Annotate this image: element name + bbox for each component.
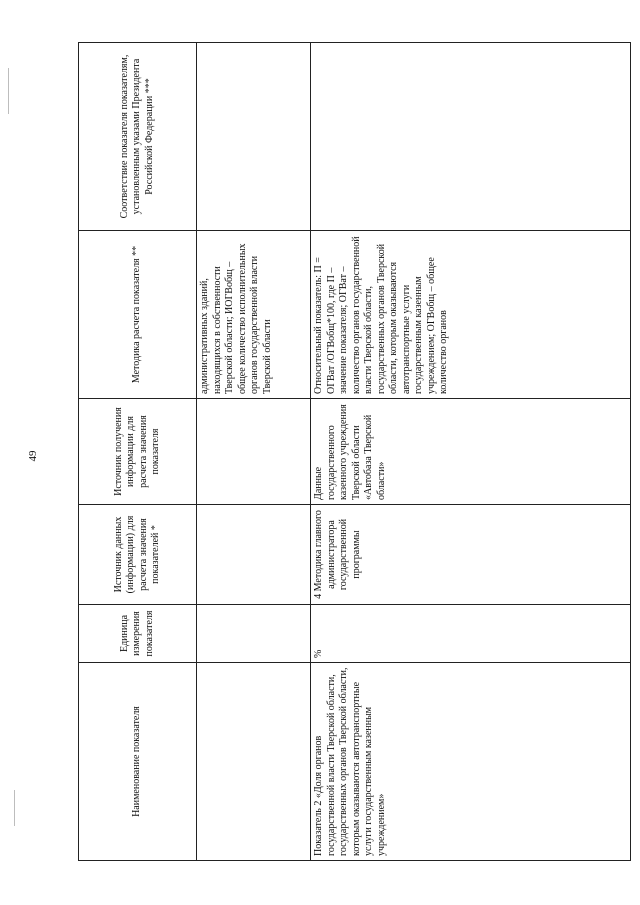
rotated-page (78, 43, 630, 861)
cell-methodology: административных зданий, находящихся в собственности Тверской области; ИОГВобщ – общее количество исполнительных органов государственной власти Тверской области (197, 231, 311, 399)
cell-unit (197, 605, 311, 663)
header-cell: Источник получения информации для расчета значения показателя (79, 399, 197, 505)
cell-source-info: Данные государственного казенного учреждения Тверской области «Автобаза Тверской области» (311, 399, 631, 505)
indicators-table (78, 42, 631, 861)
cell-unit: % (311, 605, 631, 663)
cell-methodology: Относительный показатель: П = ОГВат /ОГВобщ*100, где П – значение показателя; ОГВат – количество органов государственной власти Тверской области, государственных органов Тверской области, которым оказываются автотранспортные услуги государственным казенным учреждением; ОГВобщ – общее количество органов (311, 231, 631, 399)
cell-compliance (311, 43, 631, 231)
scan-mark-left-1 (8, 68, 9, 114)
header-cell: Единица измерения показателя (79, 605, 197, 663)
table-row (197, 43, 311, 861)
table-row (311, 43, 631, 861)
cell-compliance (197, 43, 311, 231)
header-cell: Соответствие показателя показателям, установленным указами Президента Российской Федерации *** (79, 43, 197, 231)
scan-mark-left-2 (14, 790, 15, 826)
cell-source-info (197, 399, 311, 505)
page-number: 49 (27, 450, 39, 462)
header-cell: Источник данных (информации) для расчета значения показателей * (79, 505, 197, 605)
cell-source-data (197, 505, 311, 605)
table-header-row (79, 43, 197, 861)
cell-name (197, 663, 311, 861)
header-cell: Наименование показателя (79, 663, 197, 861)
header-cell: Методика расчета показателя ** (79, 231, 197, 399)
cell-name: Показатель 2 «Доля органов государственной власти Тверской области, государственных органов Тверской области, которым оказываются автотранспортные услуги государственным казенным учреждением» (311, 663, 631, 861)
indicators-table-container (78, 43, 630, 861)
cell-source-data: 4 Методика главного администратора государственной программы (311, 505, 631, 605)
